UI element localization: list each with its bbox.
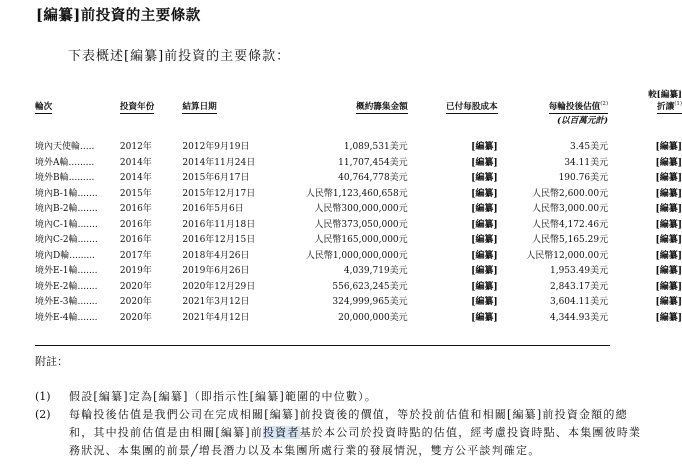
row-year: 2016年 [119, 219, 152, 230]
row-date: 2016年12月15日 [182, 235, 256, 246]
highlighted-text[interactable]: 投資者 [262, 426, 300, 439]
row-year: 2020年 [119, 281, 152, 292]
valuation-unit: (以百萬元計) [556, 116, 609, 126]
row-discount-placeholder: [編纂] [655, 188, 682, 199]
note-2-line-3: 務狀況、本集團的前景╱增長潛力以及本集團所處行業的發展情況，雙方公平談判確定。 [69, 444, 541, 457]
row-valuation: 人民幣3,000.00元 [531, 204, 609, 215]
row-amount: 人民幣1,000,000,000元 [305, 250, 408, 261]
header-amount: 概約籌集金額 [356, 102, 408, 112]
row-discount-placeholder: [編纂] [655, 297, 682, 308]
note-2-line-2: 和，其中投前估值是由相關[編纂]前投資者基於本公司於投資時點的估值，經考慮投資時點、本集團彼時業 [69, 426, 642, 439]
row-discount-placeholder: [編纂] [655, 157, 682, 168]
row-cost-placeholder: [編纂] [471, 142, 498, 153]
row-round: 境外E-2輪....... [35, 281, 98, 292]
row-valuation: 4,344.93美元 [549, 312, 609, 323]
row-discount-placeholder: [編纂] [655, 250, 682, 261]
row-year: 2014年 [119, 173, 152, 184]
table-row [35, 278, 682, 294]
row-discount-placeholder: [編纂] [655, 142, 682, 153]
row-discount-placeholder: [編纂] [655, 266, 682, 277]
row-round: 境內C-2輪....... [35, 235, 98, 246]
row-date: 2021年4月12日 [182, 312, 250, 323]
row-valuation: 人民幣5,165.29元 [531, 235, 609, 246]
table-row [35, 262, 682, 278]
row-year: 2017年 [119, 250, 152, 261]
row-cost-placeholder: [編纂] [471, 188, 498, 199]
row-cost-placeholder: [編纂] [471, 204, 498, 215]
row-round: 境外E-1輪....... [35, 266, 98, 277]
notes-divider [35, 345, 610, 346]
row-year: 2016年 [119, 235, 152, 246]
row-date: 2016年11月18日 [182, 219, 256, 230]
row-valuation: 2,843.17美元 [549, 281, 609, 292]
row-cost-placeholder: [編纂] [471, 281, 498, 292]
row-round: 境外A輪......... [35, 157, 95, 168]
table-row [35, 309, 682, 325]
row-year: 2020年 [119, 312, 152, 323]
row-cost-placeholder: [編纂] [471, 157, 498, 168]
table-row [35, 231, 682, 247]
table-row [35, 247, 682, 263]
table-row [35, 169, 682, 185]
note-2-number: (2) [35, 408, 51, 421]
row-round: 境外B輪......... [35, 173, 95, 184]
row-amount: 20,000,000美元 [338, 312, 408, 323]
table-row [35, 154, 682, 170]
section-title: [編纂]前投資的主要條款 [36, 7, 201, 24]
header-discount-line1: 較[編纂] [648, 90, 682, 100]
row-cost-placeholder: [編纂] [471, 173, 498, 184]
note-1-text: 假設[編纂]定為[編纂]（即指示性[編纂]範圍的中位數）。 [69, 390, 378, 403]
row-date: 2018年4月26日 [182, 250, 250, 261]
row-date: 2016年5月6日 [182, 204, 244, 215]
header-year: 投資年份 [119, 102, 155, 112]
table-row [35, 138, 682, 154]
row-amount: 人民幣373,050,000元 [314, 219, 408, 230]
row-amount: 人民幣165,000,000元 [314, 235, 408, 246]
row-valuation: 34.11美元 [564, 157, 609, 168]
row-round: 境內B-1輪....... [35, 188, 98, 199]
row-date: 2015年12月17日 [182, 188, 256, 199]
row-amount: 人民幣300,000,000元 [314, 204, 408, 215]
table-row [35, 216, 682, 232]
header-cost: 已付每股成本 [446, 102, 498, 112]
row-amount: 11,707,454美元 [338, 157, 408, 168]
row-valuation: 人民幣2,600.00元 [531, 188, 609, 199]
row-valuation: 1,953.49美元 [549, 266, 609, 277]
row-round: 境外E-4輪....... [35, 312, 98, 323]
row-round: 境內天使輪..... [35, 142, 95, 153]
row-cost-placeholder: [編纂] [471, 219, 498, 230]
row-amount: 1,089,531美元 [343, 142, 408, 153]
row-discount-placeholder: [編纂] [655, 312, 682, 323]
note-2-line-1: 每輪投後估值是我們公司在完成相關[編纂]前投資後的價值，等於投前估值和相關[編纂]前投資金額的總 [69, 408, 628, 421]
row-discount-placeholder: [編纂] [655, 219, 682, 230]
row-amount: 324,999,965美元 [332, 297, 408, 308]
row-cost-placeholder: [編纂] [471, 312, 498, 323]
row-discount-placeholder: [編纂] [655, 173, 682, 184]
row-year: 2016年 [119, 204, 152, 215]
header-round: 輪次 [35, 102, 53, 112]
row-valuation: 人民幣4,172.46元 [531, 219, 609, 230]
header-valuation: 每輪投後估值$^{(2)}$ [548, 101, 609, 112]
row-round: 境外E-3輪....... [35, 297, 98, 308]
row-year: 2014年 [119, 157, 152, 168]
intro-paragraph: 下表概述[編纂]前投資的主要條款： [68, 49, 291, 64]
row-date: 2020年12月29日 [182, 281, 256, 292]
row-amount: 4,039,719美元 [343, 266, 408, 277]
row-round: 境內C-1輪....... [35, 219, 98, 230]
table-row [35, 200, 682, 216]
row-amount: 556,623,245美元 [332, 281, 408, 292]
row-year: 2015年 [119, 188, 152, 199]
note-1-number: (1) [35, 390, 51, 403]
row-valuation: 3,604.11美元 [549, 297, 609, 308]
table-header-row [35, 88, 682, 114]
row-year: 2019年 [119, 266, 152, 277]
row-valuation: 人民幣12,000.00元 [526, 250, 609, 261]
row-date: 2014年11月24日 [182, 157, 256, 168]
header-date: 結算日期 [182, 102, 217, 112]
row-date: 2015年6月17日 [182, 173, 250, 184]
investment-terms-table [35, 88, 682, 324]
row-amount: 40,764,778美元 [338, 173, 408, 184]
table-row [35, 293, 682, 309]
header-discount: 較[編纂] 折讓$^{(1)}$ [608, 88, 682, 114]
table-row [35, 185, 682, 201]
note-2-text [69, 406, 657, 460]
row-cost-placeholder: [編纂] [471, 266, 498, 277]
row-date: 2019年6月26日 [182, 266, 250, 277]
row-year: 2020年 [119, 297, 152, 308]
row-year: 2012年 [119, 142, 152, 153]
row-discount-placeholder: [編纂] [655, 281, 682, 292]
row-discount-placeholder: [編纂] [655, 204, 682, 215]
notes-heading: 附註： [35, 355, 68, 368]
row-cost-placeholder: [編纂] [471, 235, 498, 246]
row-date: 2021年3月12日 [182, 297, 250, 308]
row-valuation: 190.76美元 [558, 173, 609, 184]
row-discount-placeholder: [編纂] [655, 235, 682, 246]
row-date: 2012年9月19日 [182, 142, 250, 153]
row-cost-placeholder: [編纂] [471, 297, 498, 308]
row-amount: 人民幣1,123,460,658元 [305, 188, 408, 199]
row-valuation: 3.45美元 [570, 142, 609, 153]
unit-row [35, 114, 682, 138]
row-cost-placeholder: [編纂] [471, 250, 498, 261]
row-round: 境內B-2輪....... [35, 204, 98, 215]
row-round: 境內D輪......... [35, 250, 95, 261]
